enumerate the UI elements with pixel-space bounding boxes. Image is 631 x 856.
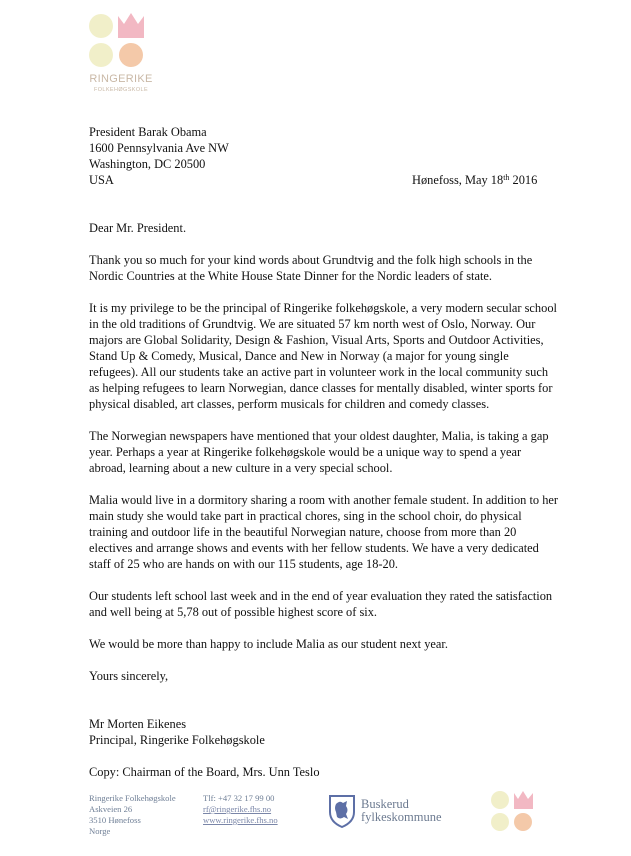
paragraph: Malia would live in a dormitory sharing a room with another female student. In addition to her main study she would take part in practical chores, sing in the school choir, do physical training and outdoor life in the beautiful Norwegian nature, choose from more than 20 electives and arrange shows and events with her fellow students. We have a very dedicated staff of 25 who are hands on with our 115 students, age 18-20. [89, 493, 559, 571]
buskerud-line2: fylkeskommune [361, 810, 442, 824]
logo-name: RINGERIKE [89, 73, 153, 85]
footer-address-line: Ringerike Folkehøgskole [89, 793, 176, 803]
paragraph: Thank you so much for your kind words about Grundtvig and the folk high schools in the Nordic Countries at the White House State Dinner for the Nordic leaders of state. [89, 253, 533, 283]
place-date [412, 172, 537, 188]
buskerud-shield-icon [328, 794, 356, 828]
buskerud-text [361, 798, 442, 824]
closing: Yours sincerely, [89, 669, 169, 683]
date-year: 2016 [509, 173, 538, 187]
paragraph: Our students left school last week and in the end of year evaluation they rated the satisfaction and well being at 5,78 out of possible highest score of six. [89, 589, 553, 619]
recipient-line: Washington, DC 20500 [89, 157, 206, 171]
date-prefix: Hønefoss, May 18 [412, 173, 504, 187]
buskerud-logo [328, 794, 458, 830]
footer-contact [203, 793, 278, 826]
paragraph: It is my privilege to be the principal of Ringerike folkehøgskole, a very modern secular school in the old traditions of Grundtvig. We are situated 57 km north west of Oslo, Norway. Our majors are Global Solidarity, Design & Fashion, Visual Arts, Sports and Outdoor Activities, Stand Up & Comedy, Musical, Dance and New in Norway (a major for young single refugees). All our students take an active part in volunteer work in the local community such as helping refugees to learn Norwegian, dance classes for mentally disabled, winter sports for physical disabled, art classes, perform musicals for children and comedy classes. [89, 301, 557, 411]
ringerike-footer-logo [490, 790, 536, 834]
date-suffix: th [503, 173, 510, 182]
footer-address-line: Askveien 26 [89, 804, 133, 814]
ringerike-logo [88, 12, 154, 102]
signature-name: Mr Morten Eikenes [89, 717, 187, 731]
footer-phone: Tlf: +47 32 17 99 00 [203, 793, 275, 803]
buskerud-line1: Buskerud [361, 797, 409, 811]
recipient-line: President Barak Obama [89, 125, 207, 139]
copy-line: Copy: Chairman of the Board, Mrs. Unn Teslo [89, 765, 320, 779]
footer-address [89, 793, 176, 837]
letter-body [89, 124, 559, 780]
logo-subtitle: FOLKEHØGSKOLE [93, 87, 149, 93]
ringerike-logo-icon [88, 12, 154, 72]
salutation: Dear Mr. President. [89, 221, 187, 235]
footer-address-line: Norge [89, 826, 111, 836]
recipient-line: USA [89, 173, 114, 187]
footer [0, 790, 631, 856]
paragraph: We would be more than happy to include Malia as our student next year. [89, 637, 448, 651]
paragraph: The Norwegian newspapers have mentioned that your oldest daughter, Malia, is taking a gap year. Perhaps a year at Ringerike folkehøgskole would be a unique way to spend a year abroad, learning about a new culture in a very special school. [89, 429, 549, 475]
signature-title: Principal, Ringerike Folkehøgskole [89, 733, 265, 747]
footer-website-link[interactable]: www.ringerike.fhs.no [203, 815, 278, 825]
ringerike-logo-icon [490, 790, 536, 834]
recipient-line: 1600 Pennsylvania Ave NW [89, 141, 229, 155]
footer-email-link[interactable]: rf@ringerike.fhs.no [203, 804, 272, 814]
footer-address-line: 3510 Hønefoss [89, 815, 141, 825]
recipient-address [89, 124, 559, 188]
